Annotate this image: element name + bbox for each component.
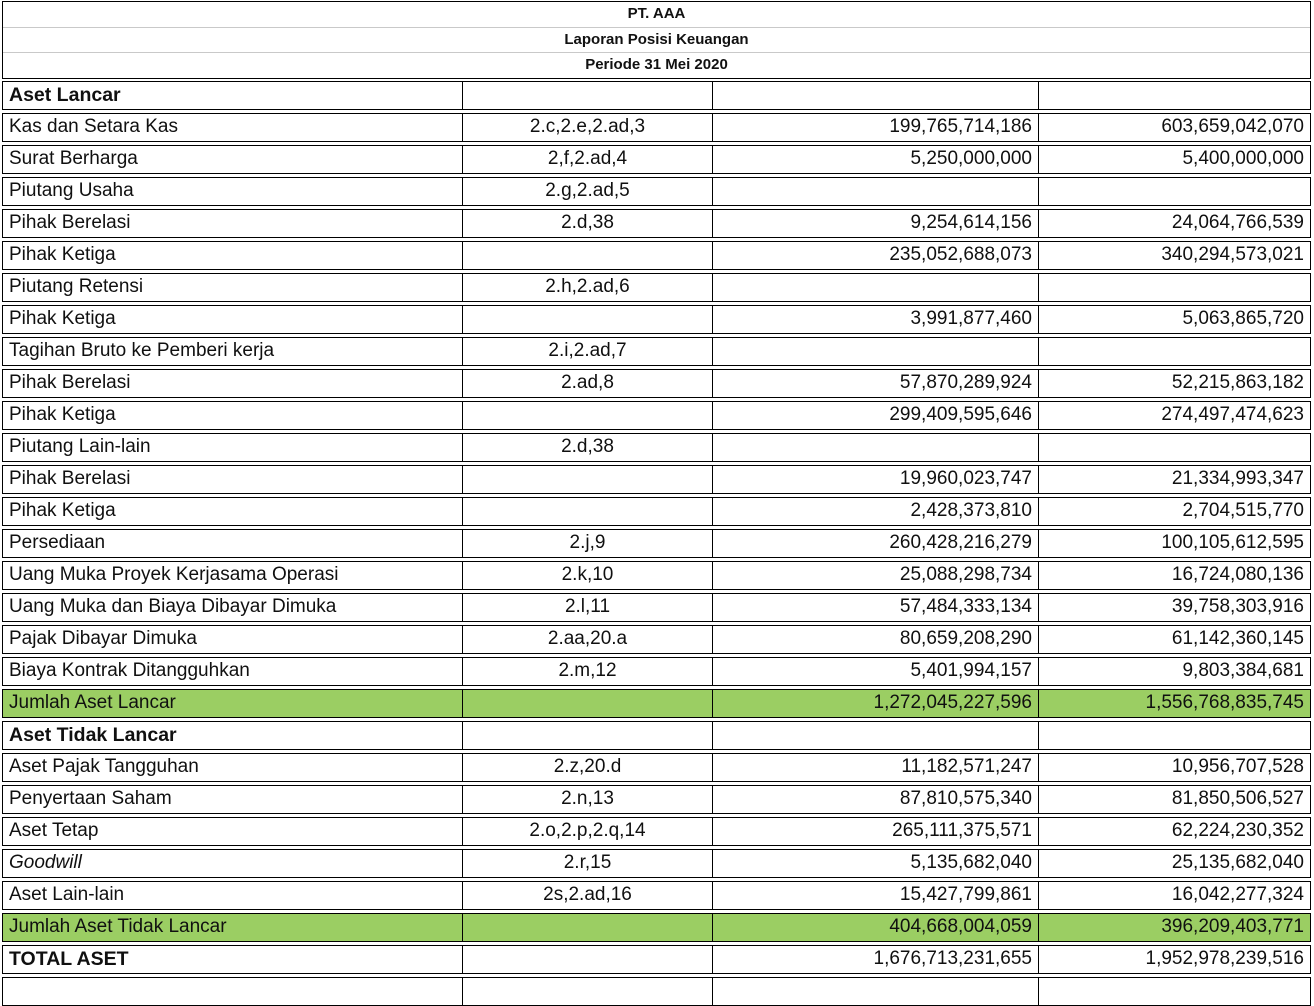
value-prior-cell: 39,758,303,916 bbox=[1038, 594, 1310, 621]
value-prior-cell: 274,497,474,623 bbox=[1038, 402, 1310, 429]
table-row bbox=[2, 657, 1311, 686]
note-ref-cell: 2.m,12 bbox=[462, 658, 712, 685]
table-row bbox=[2, 369, 1311, 398]
table-row bbox=[2, 849, 1311, 878]
note-ref-cell: 2.i,2.ad,7 bbox=[462, 338, 712, 365]
note-ref-cell: 2,f,2.ad,4 bbox=[462, 146, 712, 173]
value-current-cell bbox=[712, 82, 1038, 109]
table-row bbox=[2, 561, 1311, 590]
note-ref-cell: 2.h,2.ad,6 bbox=[462, 274, 712, 301]
table-row bbox=[2, 401, 1311, 430]
financial-report bbox=[2, 1, 1311, 1006]
note-ref-cell bbox=[462, 946, 712, 973]
account-cell: Pihak Ketiga bbox=[9, 244, 116, 265]
note-ref-cell: 2.r,15 bbox=[462, 850, 712, 877]
value-current-cell: 404,668,004,059 bbox=[712, 914, 1038, 941]
value-prior-cell: 1,952,978,239,516 bbox=[1038, 946, 1310, 973]
note-ref-cell bbox=[462, 914, 712, 941]
value-current-cell: 2,428,373,810 bbox=[712, 498, 1038, 525]
note-ref-cell bbox=[462, 690, 712, 717]
value-current-cell bbox=[712, 722, 1038, 749]
value-prior-cell: 2,704,515,770 bbox=[1038, 498, 1310, 525]
value-current-cell: 19,960,023,747 bbox=[712, 466, 1038, 493]
note-ref-cell: 2.aa,20.a bbox=[462, 626, 712, 653]
account-cell: Pihak Berelasi bbox=[9, 372, 131, 393]
table-row bbox=[2, 497, 1311, 526]
value-prior-cell: 5,063,865,720 bbox=[1038, 306, 1310, 333]
table-row bbox=[2, 977, 1311, 1006]
account-cell: Pihak Berelasi bbox=[9, 212, 131, 233]
value-prior-cell bbox=[1038, 274, 1310, 301]
table-row bbox=[2, 305, 1311, 334]
value-current-cell: 299,409,595,646 bbox=[712, 402, 1038, 429]
account-cell: Pihak Ketiga bbox=[9, 308, 116, 329]
note-ref-cell: 2.z,20.d bbox=[462, 754, 712, 781]
value-current-cell: 235,052,688,073 bbox=[712, 242, 1038, 269]
note-ref-cell bbox=[462, 402, 712, 429]
note-ref-cell: 2.g,2.ad,5 bbox=[462, 178, 712, 205]
table-row bbox=[2, 721, 1311, 750]
table-row bbox=[2, 817, 1311, 846]
note-ref-cell: 2.ad,8 bbox=[462, 370, 712, 397]
value-prior-cell: 340,294,573,021 bbox=[1038, 242, 1310, 269]
value-prior-cell: 21,334,993,347 bbox=[1038, 466, 1310, 493]
account-cell: Aset Lancar bbox=[9, 83, 121, 106]
table-row bbox=[2, 753, 1311, 782]
account-cell: Aset Pajak Tangguhan bbox=[9, 756, 199, 777]
value-current-cell bbox=[712, 434, 1038, 461]
value-current-cell: 5,135,682,040 bbox=[712, 850, 1038, 877]
table-row bbox=[2, 529, 1311, 558]
account-cell: Uang Muka Proyek Kerjasama Operasi bbox=[9, 564, 339, 585]
note-ref-cell bbox=[462, 498, 712, 525]
table-row bbox=[2, 465, 1311, 494]
report-period: Periode 31 Mei 2020 bbox=[3, 53, 1310, 79]
account-cell: Tagihan Bruto ke Pemberi kerja bbox=[9, 340, 275, 361]
value-current-cell bbox=[712, 274, 1038, 301]
table-row bbox=[2, 113, 1311, 142]
value-prior-cell: 100,105,612,595 bbox=[1038, 530, 1310, 557]
value-prior-cell: 9,803,384,681 bbox=[1038, 658, 1310, 685]
account-cell: Uang Muka dan Biaya Dibayar Dimuka bbox=[9, 596, 337, 617]
note-ref-cell: 2.c,2.e,2.ad,3 bbox=[462, 114, 712, 141]
value-prior-cell: 603,659,042,070 bbox=[1038, 114, 1310, 141]
account-cell: Jumlah Aset Lancar bbox=[9, 692, 176, 713]
account-cell: Aset Tidak Lancar bbox=[9, 723, 177, 746]
table-row bbox=[2, 881, 1311, 910]
table-row bbox=[2, 273, 1311, 302]
value-prior-cell: 52,215,863,182 bbox=[1038, 370, 1310, 397]
table-row bbox=[2, 945, 1311, 974]
value-prior-cell bbox=[1038, 722, 1310, 749]
account-cell: Pajak Dibayar Dimuka bbox=[9, 628, 197, 649]
account-cell: Goodwill bbox=[9, 852, 82, 873]
value-current-cell: 57,870,289,924 bbox=[712, 370, 1038, 397]
value-prior-cell: 16,724,080,136 bbox=[1038, 562, 1310, 589]
note-ref-cell: 2.o,2.p,2.q,14 bbox=[462, 818, 712, 845]
value-current-cell: 5,250,000,000 bbox=[712, 146, 1038, 173]
value-current-cell: 1,272,045,227,596 bbox=[712, 690, 1038, 717]
value-current-cell bbox=[712, 178, 1038, 205]
balance-sheet-table bbox=[2, 81, 1311, 1006]
value-current-cell bbox=[712, 338, 1038, 365]
note-ref-cell: 2.j,9 bbox=[462, 530, 712, 557]
company-name: PT. AAA bbox=[3, 2, 1310, 28]
table-row bbox=[2, 177, 1311, 206]
value-prior-cell bbox=[1038, 82, 1310, 109]
value-prior-cell: 1,556,768,835,745 bbox=[1038, 690, 1310, 717]
value-prior-cell: 62,224,230,352 bbox=[1038, 818, 1310, 845]
value-current-cell: 3,991,877,460 bbox=[712, 306, 1038, 333]
note-ref-cell: 2.l,11 bbox=[462, 594, 712, 621]
note-ref-cell bbox=[462, 722, 712, 749]
value-current-cell: 5,401,994,157 bbox=[712, 658, 1038, 685]
note-ref-cell: 2.d,38 bbox=[462, 210, 712, 237]
value-current-cell: 25,088,298,734 bbox=[712, 562, 1038, 589]
account-cell: Piutang Lain-lain bbox=[9, 436, 151, 457]
table-row bbox=[2, 209, 1311, 238]
value-current-cell: 11,182,571,247 bbox=[712, 754, 1038, 781]
table-row bbox=[2, 593, 1311, 622]
table-row bbox=[2, 913, 1311, 942]
table-row bbox=[2, 785, 1311, 814]
value-prior-cell: 10,956,707,528 bbox=[1038, 754, 1310, 781]
account-cell: Kas dan Setara Kas bbox=[9, 116, 178, 137]
value-prior-cell bbox=[1038, 338, 1310, 365]
value-prior-cell bbox=[1038, 178, 1310, 205]
value-prior-cell: 24,064,766,539 bbox=[1038, 210, 1310, 237]
note-ref-cell: 2s,2.ad,16 bbox=[462, 882, 712, 909]
value-prior-cell: 81,850,506,527 bbox=[1038, 786, 1310, 813]
note-ref-cell: 2.d,38 bbox=[462, 434, 712, 461]
value-current-cell: 9,254,614,156 bbox=[712, 210, 1038, 237]
account-cell: Pihak Ketiga bbox=[9, 500, 116, 521]
account-cell: Biaya Kontrak Ditangguhkan bbox=[9, 660, 250, 681]
note-ref-cell bbox=[462, 82, 712, 109]
account-cell: Jumlah Aset Tidak Lancar bbox=[9, 916, 227, 937]
account-cell: TOTAL ASET bbox=[9, 947, 129, 970]
account-cell: Pihak Ketiga bbox=[9, 404, 116, 425]
value-prior-cell: 61,142,360,145 bbox=[1038, 626, 1310, 653]
note-ref-cell: 2.k,10 bbox=[462, 562, 712, 589]
table-row bbox=[2, 337, 1311, 366]
account-cell: Piutang Usaha bbox=[9, 180, 134, 201]
value-current-cell: 87,810,575,340 bbox=[712, 786, 1038, 813]
note-ref-cell bbox=[462, 466, 712, 493]
account-cell: Surat Berharga bbox=[9, 148, 138, 169]
value-current-cell: 80,659,208,290 bbox=[712, 626, 1038, 653]
value-prior-cell: 396,209,403,771 bbox=[1038, 914, 1310, 941]
table-row bbox=[2, 81, 1311, 110]
value-current-cell: 199,765,714,186 bbox=[712, 114, 1038, 141]
value-current-cell: 15,427,799,861 bbox=[712, 882, 1038, 909]
account-cell: Penyertaan Saham bbox=[9, 788, 172, 809]
table-row bbox=[2, 625, 1311, 654]
value-current-cell: 1,676,713,231,655 bbox=[712, 946, 1038, 973]
report-title: Laporan Posisi Keuangan bbox=[3, 28, 1310, 54]
report-header bbox=[2, 1, 1311, 79]
value-prior-cell: 16,042,277,324 bbox=[1038, 882, 1310, 909]
table-row bbox=[2, 689, 1311, 718]
value-prior-cell: 25,135,682,040 bbox=[1038, 850, 1310, 877]
table-row bbox=[2, 241, 1311, 270]
value-prior-cell: 5,400,000,000 bbox=[1038, 146, 1310, 173]
note-ref-cell bbox=[462, 242, 712, 269]
account-cell: Persediaan bbox=[9, 532, 106, 553]
value-current-cell: 57,484,333,134 bbox=[712, 594, 1038, 621]
account-cell: Aset Lain-lain bbox=[9, 884, 125, 905]
account-cell: Pihak Berelasi bbox=[9, 468, 131, 489]
value-prior-cell bbox=[1038, 434, 1310, 461]
value-current-cell: 265,111,375,571 bbox=[712, 818, 1038, 845]
value-current-cell: 260,428,216,279 bbox=[712, 530, 1038, 557]
note-ref-cell: 2.n,13 bbox=[462, 786, 712, 813]
table-row bbox=[2, 433, 1311, 462]
note-ref-cell bbox=[462, 306, 712, 333]
account-cell: Aset Tetap bbox=[9, 820, 99, 841]
account-cell: Piutang Retensi bbox=[9, 276, 144, 297]
table-row bbox=[2, 145, 1311, 174]
